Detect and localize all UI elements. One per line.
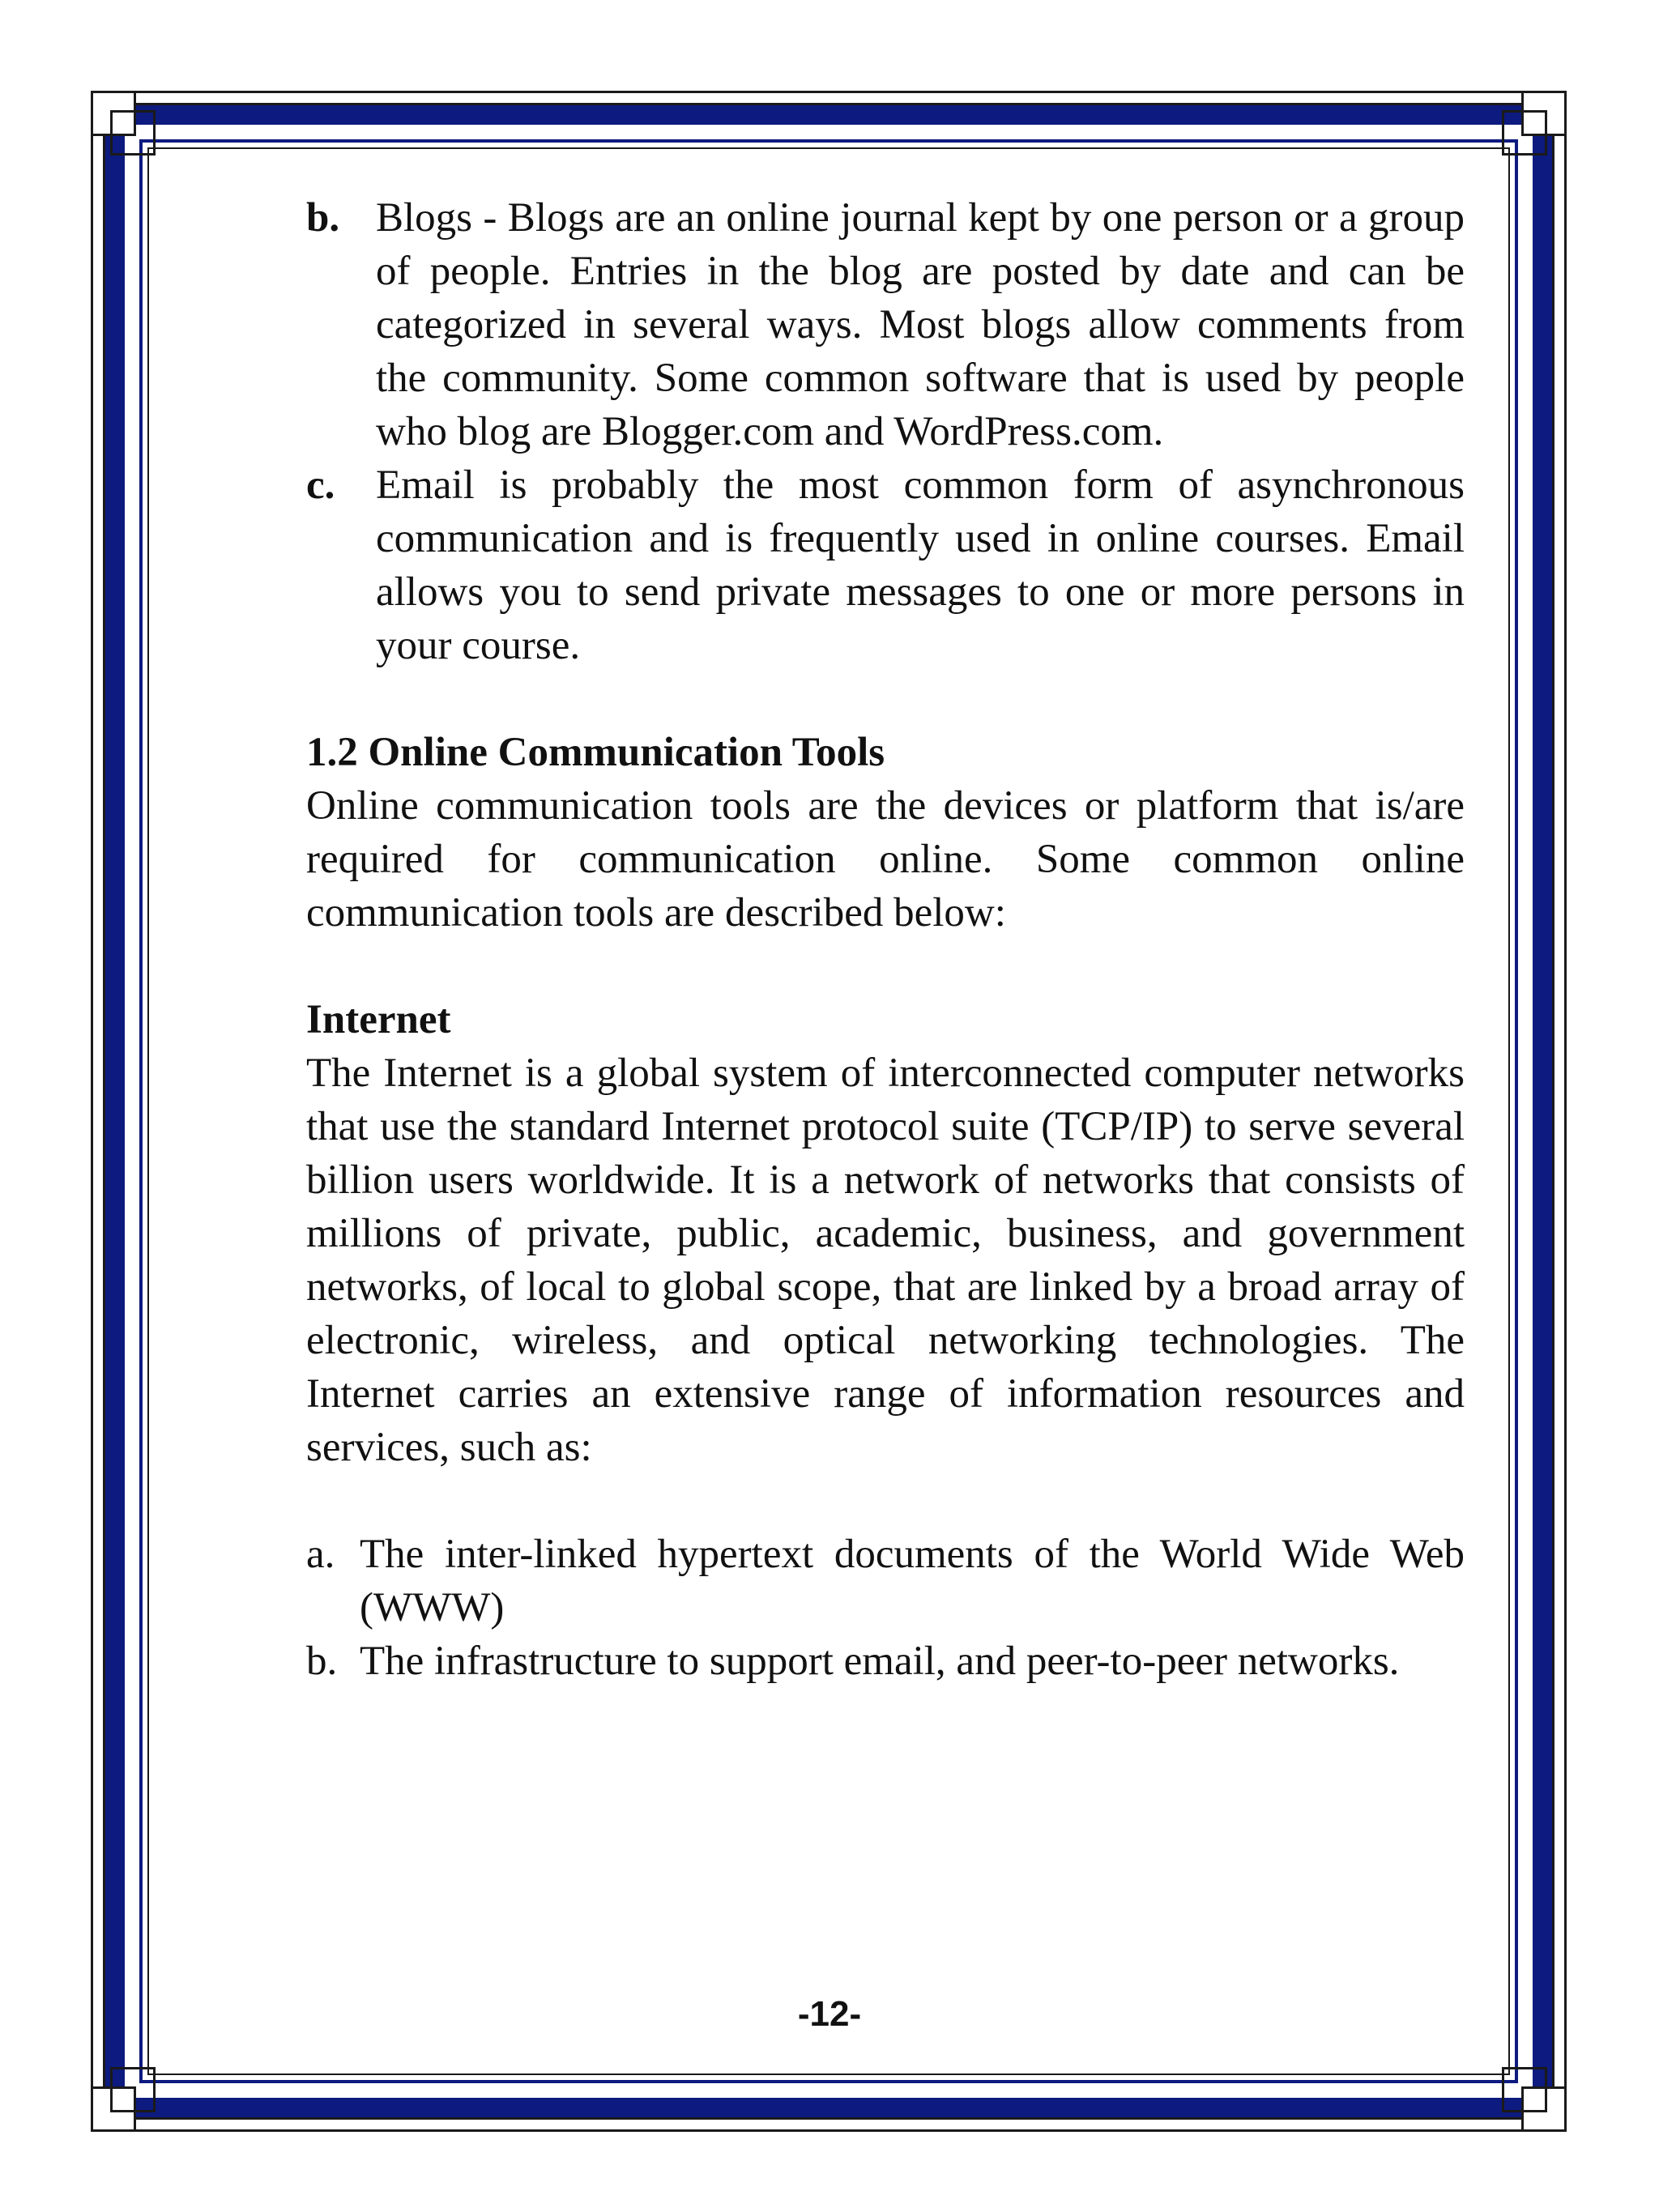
list-item	[306, 1634, 1465, 1688]
section-heading: 1.2 Online Communication Tools	[306, 730, 885, 775]
spacer	[306, 672, 1465, 726]
list-item-text: The infrastructure to support email, and peer-to-peer networks.	[360, 1639, 1400, 1684]
list-marker: a.	[306, 1532, 335, 1577]
spacer	[306, 940, 1465, 993]
frame-corner-ornament	[1502, 91, 1567, 156]
frame-corner-ornament	[91, 91, 156, 156]
list-marker: b.	[306, 1639, 338, 1684]
section-intro-paragraph: Online communication tools are the devices or platform that is/are required for communication online. Some common online communication tools are described below:	[306, 783, 1465, 936]
spacer	[306, 1474, 1465, 1528]
frame-corner-ornament	[1502, 2067, 1567, 2132]
page-content	[306, 191, 1465, 1688]
list-item	[306, 458, 1465, 672]
page-number: -12-	[797, 1994, 862, 2034]
subsection-heading: Internet	[306, 997, 451, 1042]
list-item-text: The inter-linked hypertext documents of the World Wide Web (WWW)	[360, 1532, 1465, 1630]
internet-paragraph: The Internet is a global system of interconnected computer networks that use the standard Internet protocol suite (TCP/IP) to serve several billion users worldwide. It is a network of networks that consists of millions of private, public, academic, business, and government networks, of local to global scope, that are linked by a broad array of electronic, wireless, and optical networking technologies. The Internet carries an extensive range of information resources and services, such as:	[306, 1051, 1465, 1470]
frame-corner-ornament	[91, 2067, 156, 2132]
list-marker: c.	[306, 462, 335, 508]
list-item-text: Blogs - Blogs are an online journal kept by one person or a group of people. Entries in the blog are posted by date and can be categorized in several ways. Most blogs allow comments from the community. Some common software that is used by people who blog are Blogger.com and WordPress.com.	[376, 195, 1465, 454]
list-item	[306, 1528, 1465, 1634]
list-item	[306, 191, 1465, 458]
list-item-text: Email is probably the most common form of asynchronous communication and is frequently used in online courses. Email allows you to send private messages to one or more persons in your course.	[376, 462, 1465, 668]
list-marker: b.	[306, 195, 340, 241]
